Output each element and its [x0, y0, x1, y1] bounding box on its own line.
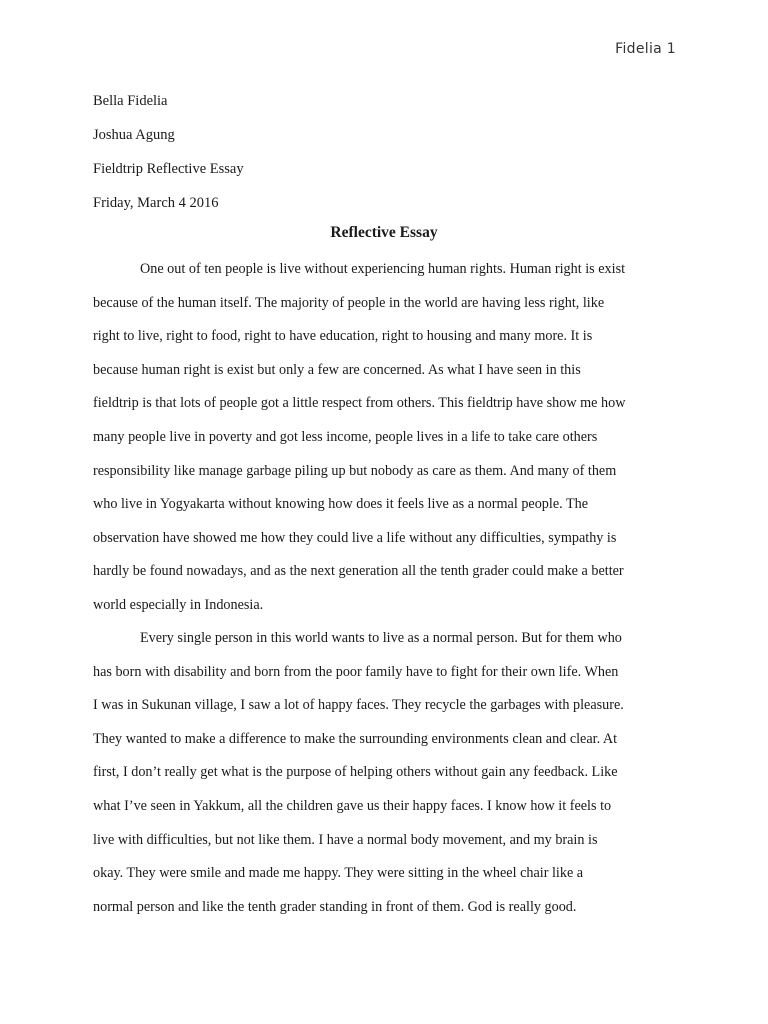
author-name: Bella Fidelia: [93, 93, 168, 109]
date-line: Friday, March 4 2016: [93, 195, 219, 211]
paragraph-line: right to live, right to food, right to have education, right to housing and many more. It is: [93, 328, 593, 345]
paragraph-line: okay. They were smile and made me happy. They were sitting in the wheel chair like a: [93, 865, 584, 882]
paragraph-line: They wanted to make a difference to make the surrounding environments clean and clear. At: [93, 730, 618, 747]
assignment-title: Fieldtrip Reflective Essay: [93, 161, 244, 177]
paragraph-line: first, I don’t really get what is the purpose of helping others without gain any feedback. Like: [93, 764, 618, 781]
paragraph-1: [93, 253, 675, 623]
paragraph-line: because of the human itself. The majority of people in the world are having less right, like: [93, 294, 605, 311]
paragraph-line: hardly be found nowadays, and as the next generation all the tenth grader could make a better: [93, 563, 624, 580]
paragraph-line: live with difficulties, but not like them. I have a normal body movement, and my brain is: [93, 831, 598, 848]
essay-title: Reflective Essay: [330, 224, 438, 241]
paragraph-line: fieldtrip is that lots of people got a little respect from others. This fieldtrip have show me how: [93, 395, 626, 412]
paragraph-line: normal person and like the tenth grader standing in front of them. God is really good.: [93, 898, 577, 915]
paragraph-line: observation have showed me how they could live a life without any difficulties, sympathy is: [93, 529, 617, 546]
paragraph-line: I was in Sukunan village, I saw a lot of happy faces. They recycle the garbages with pleasure.: [93, 697, 624, 714]
paragraph-line: Every single person in this world wants to live as a normal person. But for them who: [140, 630, 622, 646]
paragraph-line: One out of ten people is live without experiencing human rights. Human right is exist: [140, 261, 626, 277]
paragraph-line: because human right is exist but only a few are concerned. As what I have seen in this: [93, 361, 581, 378]
heading-block: [93, 84, 244, 220]
paragraph-line: what I’ve seen in Yakkum, all the children gave us their happy faces. I know how it feels to: [93, 797, 612, 814]
paragraph-line: who live in Yogyakarta without knowing how does it feels live as a normal people. The: [93, 496, 589, 513]
paragraph-line: responsibility like manage garbage piling up but nobody as care as them. And many of them: [93, 462, 617, 479]
paragraph-2: [93, 622, 675, 924]
paragraph-line: has born with disability and born from the poor family have to fight for their own life. When: [93, 663, 619, 680]
running-head: Fidelia 1: [615, 41, 676, 57]
paragraph-line: many people live in poverty and got less income, people lives in a life to take care others: [93, 428, 598, 445]
teacher-name: Joshua Agung: [93, 127, 175, 143]
paragraph-line: world especially in Indonesia.: [93, 596, 264, 613]
